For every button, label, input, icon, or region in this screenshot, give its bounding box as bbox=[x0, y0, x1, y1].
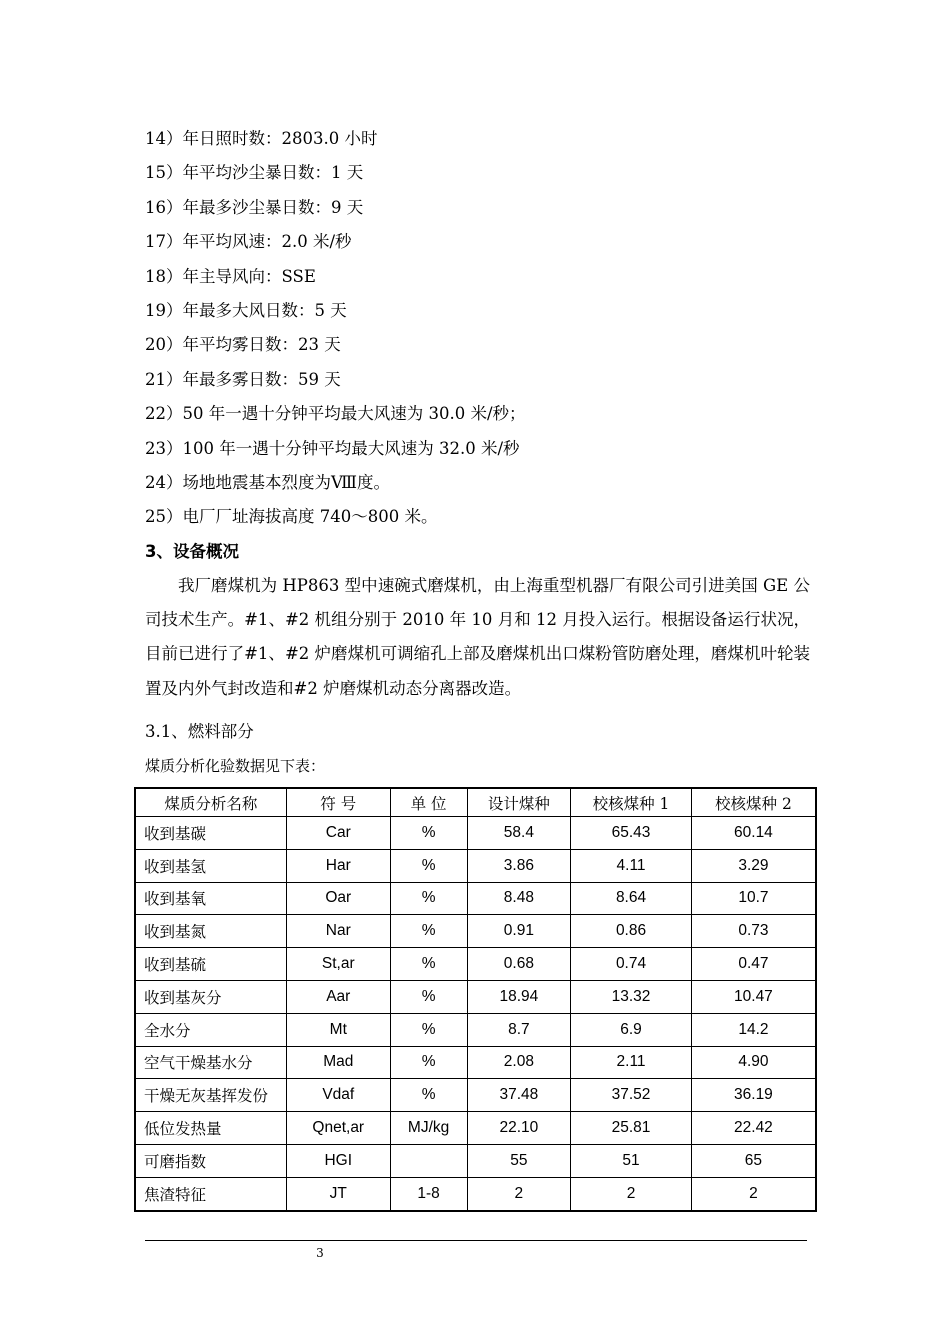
table-cell: 4.90 bbox=[691, 1046, 816, 1079]
header-cell: 煤质分析名称 bbox=[135, 788, 286, 817]
table-cell: 14.2 bbox=[691, 1013, 816, 1046]
table-cell: 6.9 bbox=[571, 1013, 692, 1046]
table-row bbox=[135, 1079, 816, 1112]
table-cell: 收到基氢 bbox=[135, 849, 286, 882]
list-item: 14）年日照时数：2803.0 小时 bbox=[145, 129, 378, 148]
table-cell: Qnet,ar bbox=[286, 1112, 390, 1145]
table-cell: 收到基灰分 bbox=[135, 980, 286, 1013]
table-cell: 10.7 bbox=[691, 882, 816, 915]
table-cell: % bbox=[390, 1079, 467, 1112]
page-number: 3 bbox=[316, 1246, 324, 1260]
list-item: 22）50 年一遇十分钟平均最大风速为 30.0 米/秒； bbox=[145, 404, 526, 424]
coal-analysis-table bbox=[134, 787, 817, 1212]
table-cell: 22.42 bbox=[691, 1112, 816, 1145]
list-item: 20）年平均雾日数：23 天 bbox=[145, 335, 341, 355]
table-cell: % bbox=[390, 1013, 467, 1046]
list-item: 18）年主导风向：SSE bbox=[145, 266, 316, 286]
list-item: 25）电厂厂址海拔高度 740～800 米。 bbox=[145, 507, 438, 527]
header-cell: 符 号 bbox=[286, 788, 390, 817]
list-item: 21）年最多雾日数：59 天 bbox=[145, 369, 341, 389]
list-item: 23）100 年一遇十分钟平均最大风速为 32.0 米/秒 bbox=[145, 438, 520, 458]
table-row bbox=[135, 1144, 816, 1177]
list-item: 15）年平均沙尘暴日数：1 天 bbox=[145, 163, 364, 183]
table-row bbox=[135, 1046, 816, 1079]
table-cell: 2.08 bbox=[467, 1046, 571, 1079]
table-cell: Car bbox=[286, 817, 390, 850]
section-heading: 3、设备概况 bbox=[145, 542, 239, 561]
table-cell: 22.10 bbox=[467, 1112, 571, 1145]
table-cell: 低位发热量 bbox=[135, 1112, 286, 1145]
table-row bbox=[135, 1177, 816, 1210]
table-cell: MJ/kg bbox=[390, 1112, 467, 1145]
table-cell: 10.47 bbox=[691, 980, 816, 1013]
table-cell: 0.47 bbox=[691, 948, 816, 981]
table-cell: 1-8 bbox=[390, 1177, 467, 1210]
table-row bbox=[135, 1013, 816, 1046]
table-cell: Nar bbox=[286, 915, 390, 948]
table-cell: 65.43 bbox=[571, 817, 692, 850]
list-item: 19）年最多大风日数：5 天 bbox=[145, 300, 347, 320]
table-cell: 18.94 bbox=[467, 980, 571, 1013]
table-cell: 收到基氧 bbox=[135, 882, 286, 915]
table-cell: 60.14 bbox=[691, 817, 816, 850]
table-cell: 0.86 bbox=[571, 915, 692, 948]
table-cell: Vdaf bbox=[286, 1079, 390, 1112]
table-caption: 煤质分析化验数据见下表： bbox=[145, 757, 326, 775]
table-cell: % bbox=[390, 1046, 467, 1079]
table-cell: 25.81 bbox=[571, 1112, 692, 1145]
table-cell: 全水分 bbox=[135, 1013, 286, 1046]
table-cell: % bbox=[390, 849, 467, 882]
table-cell: 55 bbox=[467, 1144, 571, 1177]
table-cell: Oar bbox=[286, 882, 390, 915]
table-cell: 58.4 bbox=[467, 817, 571, 850]
table-cell: 2 bbox=[691, 1177, 816, 1210]
table-row bbox=[135, 948, 816, 981]
table-cell: % bbox=[390, 882, 467, 915]
footer-divider bbox=[145, 1240, 807, 1241]
table-cell: % bbox=[390, 915, 467, 948]
header-cell: 单 位 bbox=[390, 788, 467, 817]
table-cell: 2.11 bbox=[571, 1046, 692, 1079]
table-row bbox=[135, 915, 816, 948]
table-cell: 8.64 bbox=[571, 882, 692, 915]
table-cell: Mad bbox=[286, 1046, 390, 1079]
table-cell: 37.52 bbox=[571, 1079, 692, 1112]
table-cell: 0.73 bbox=[691, 915, 816, 948]
table-cell: 3.86 bbox=[467, 849, 571, 882]
table-cell: 可磨指数 bbox=[135, 1144, 286, 1177]
table-cell: Har bbox=[286, 849, 390, 882]
table-cell: 2 bbox=[571, 1177, 692, 1210]
list-item: 24）场地地震基本烈度为Ⅷ度。 bbox=[145, 472, 390, 492]
table-cell: 0.68 bbox=[467, 948, 571, 981]
table-cell: 收到基碳 bbox=[135, 817, 286, 850]
table-header-row bbox=[135, 788, 816, 817]
body-paragraph: 我厂磨煤机为 HP863 型中速碗式磨煤机，由上海重型机器厂有限公司引进美国 GE 公司技术生产。#1、#2 机组分别于 2010 年 10 月和 12 月投入运行。根据设备运行状况，目前已进行了#1、#2 炉磨煤机可调缩孔上部及磨煤机出口煤粉管防磨处理，磨煤机叶轮装置及内外气封改造和#2 炉磨煤机动态分离器改造。 bbox=[145, 576, 810, 698]
table-row bbox=[135, 882, 816, 915]
table-cell: 0.74 bbox=[571, 948, 692, 981]
table-cell: 3.29 bbox=[691, 849, 816, 882]
table-cell: 干燥无灰基挥发份 bbox=[135, 1079, 286, 1112]
climate-data-list bbox=[145, 122, 825, 535]
table-cell: 8.48 bbox=[467, 882, 571, 915]
table-cell: 0.91 bbox=[467, 915, 571, 948]
table-cell bbox=[390, 1144, 467, 1177]
table-cell: 36.19 bbox=[691, 1079, 816, 1112]
table-cell: 8.7 bbox=[467, 1013, 571, 1046]
table-cell: 13.32 bbox=[571, 980, 692, 1013]
table-cell: 37.48 bbox=[467, 1079, 571, 1112]
table-row bbox=[135, 817, 816, 850]
list-item: 16）年最多沙尘暴日数：9 天 bbox=[145, 197, 364, 217]
subsection-heading: 3.1、燃料部分 bbox=[145, 722, 254, 741]
header-cell: 校核煤种 2 bbox=[691, 788, 816, 817]
table-cell: St,ar bbox=[286, 948, 390, 981]
table-cell: Aar bbox=[286, 980, 390, 1013]
header-cell: 校核煤种 1 bbox=[571, 788, 692, 817]
table-cell: 4.11 bbox=[571, 849, 692, 882]
table-row bbox=[135, 1112, 816, 1145]
table-cell: 2 bbox=[467, 1177, 571, 1210]
table-cell: 空气干燥基水分 bbox=[135, 1046, 286, 1079]
table-cell: % bbox=[390, 948, 467, 981]
table-cell: 收到基硫 bbox=[135, 948, 286, 981]
table-cell: Mt bbox=[286, 1013, 390, 1046]
table-cell: % bbox=[390, 980, 467, 1013]
table-cell: 65 bbox=[691, 1144, 816, 1177]
header-cell: 设计煤种 bbox=[467, 788, 571, 817]
table-cell: 51 bbox=[571, 1144, 692, 1177]
list-item: 17）年平均风速：2.0 米/秒 bbox=[145, 232, 352, 252]
table-row bbox=[135, 849, 816, 882]
table-cell: HGI bbox=[286, 1144, 390, 1177]
table-row bbox=[135, 980, 816, 1013]
table-cell: 收到基氮 bbox=[135, 915, 286, 948]
table-cell: JT bbox=[286, 1177, 390, 1210]
table-cell: % bbox=[390, 817, 467, 850]
table-cell: 焦渣特征 bbox=[135, 1177, 286, 1210]
